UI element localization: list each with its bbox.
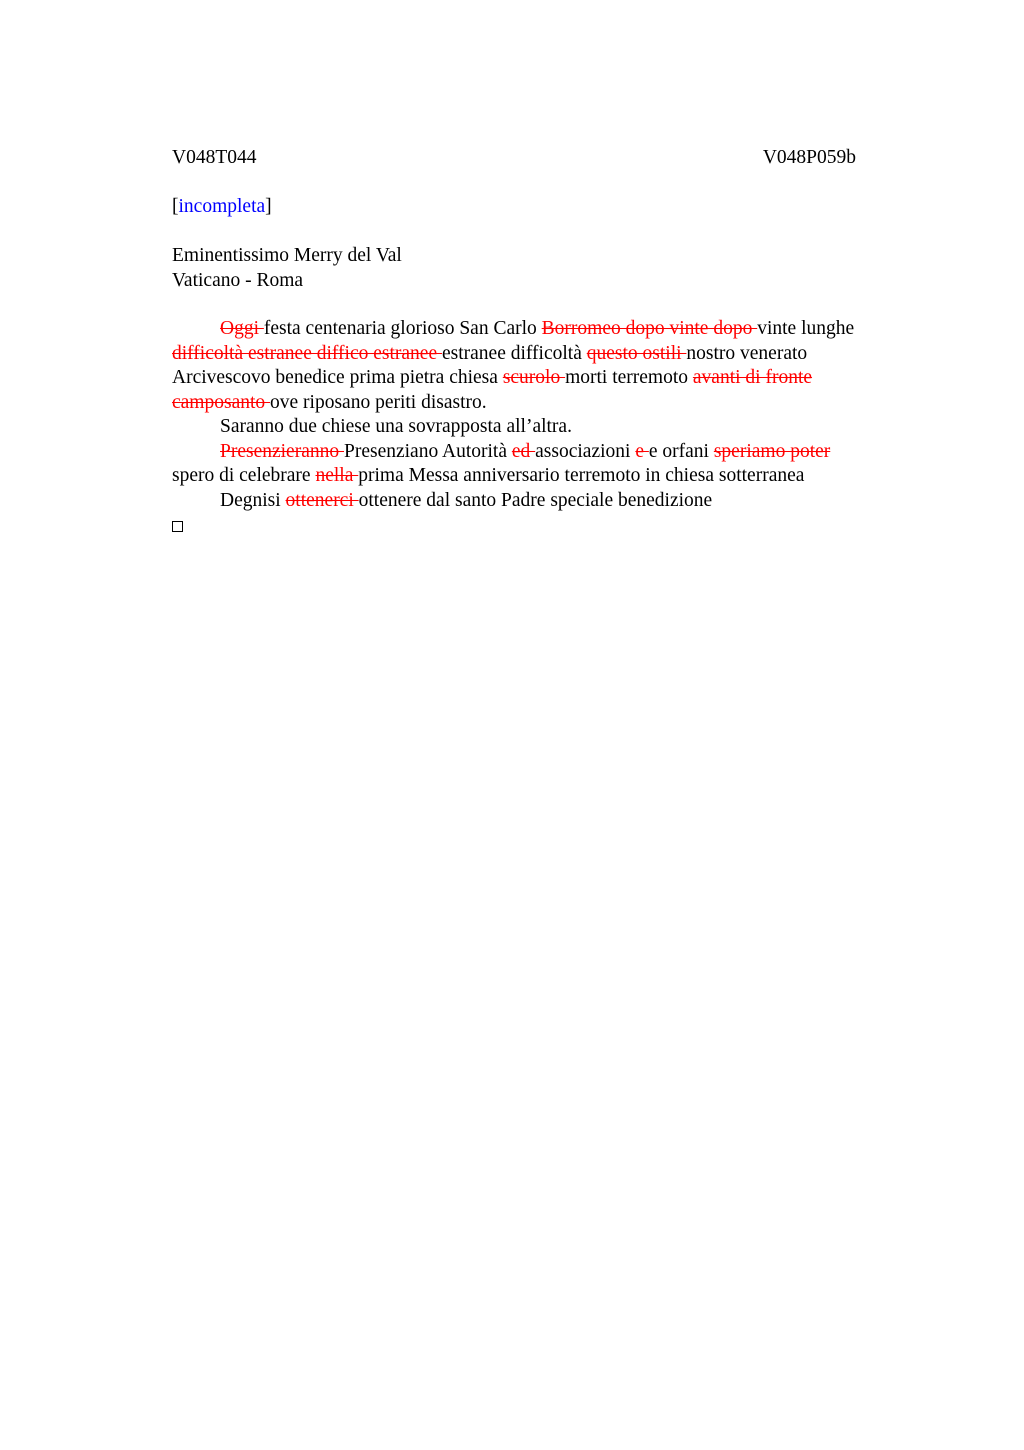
paragraph (172, 489, 856, 514)
paragraph (172, 415, 856, 440)
deleted-text: ed (511, 440, 536, 462)
end-marker-box (172, 521, 183, 532)
document-code-left: V048T044 (172, 147, 257, 168)
deleted-text: Borromeo dopo vinte dopo (541, 318, 758, 339)
document-code-right: V048P059b (762, 147, 856, 168)
deleted-text: e (635, 440, 649, 462)
deleted-text: Presenzieranno (220, 440, 344, 462)
deleted-text: difficoltà estranee diffico estranee (172, 342, 442, 364)
transcribed-text: nostro venerato Arcivescovo benedice prima pietra chiesa (172, 342, 808, 388)
paragraph (172, 317, 856, 415)
transcribed-text: Saranno due chiese una sovrapposta all’altra. (220, 416, 572, 437)
document-header (172, 146, 856, 170)
deleted-text: scurolo (502, 367, 566, 388)
transcribed-text: morti terremoto (565, 367, 693, 388)
recipient-address (172, 244, 856, 293)
deleted-text: questo ostili (586, 342, 687, 364)
deleted-text: ottenerci (285, 489, 359, 511)
document-page (172, 146, 856, 532)
deleted-text: avanti di fronte camposanto (172, 367, 813, 413)
transcribed-text: prima Messa anniversario terremoto in chiesa sotterranea (358, 465, 805, 486)
deleted-text: Oggi (220, 318, 264, 339)
transcribed-text: Degnisi (220, 489, 286, 511)
transcribed-text: vinte lunghe (757, 318, 855, 339)
recipient-location: Vaticano - Roma (172, 269, 304, 291)
status-open-bracket: [ (172, 196, 179, 217)
transcribed-text: festa centenaria glorioso San Carlo (263, 318, 542, 339)
transcribed-text: spero di celebrare (172, 465, 316, 486)
recipient-name: Eminentissimo Merry del Val (172, 245, 402, 266)
deleted-text: nella (315, 465, 359, 486)
transcribed-text: Presenziano Autorità (344, 440, 512, 462)
transcribed-text: ove riposano periti disastro. (270, 391, 487, 413)
paragraph (172, 440, 856, 489)
transcribed-text: estranee difficoltà (441, 342, 587, 364)
status-close-bracket: ] (265, 196, 272, 217)
deleted-text: speriamo poter (713, 440, 831, 462)
completion-status (172, 195, 856, 219)
letter-body (172, 317, 856, 513)
transcribed-text: ottenere dal santo Padre speciale benedizione (358, 489, 713, 511)
status-link-incompleta[interactable]: incompleta (178, 196, 266, 217)
transcribed-text: associazioni (535, 440, 636, 462)
transcribed-text: e orfani (648, 440, 714, 462)
